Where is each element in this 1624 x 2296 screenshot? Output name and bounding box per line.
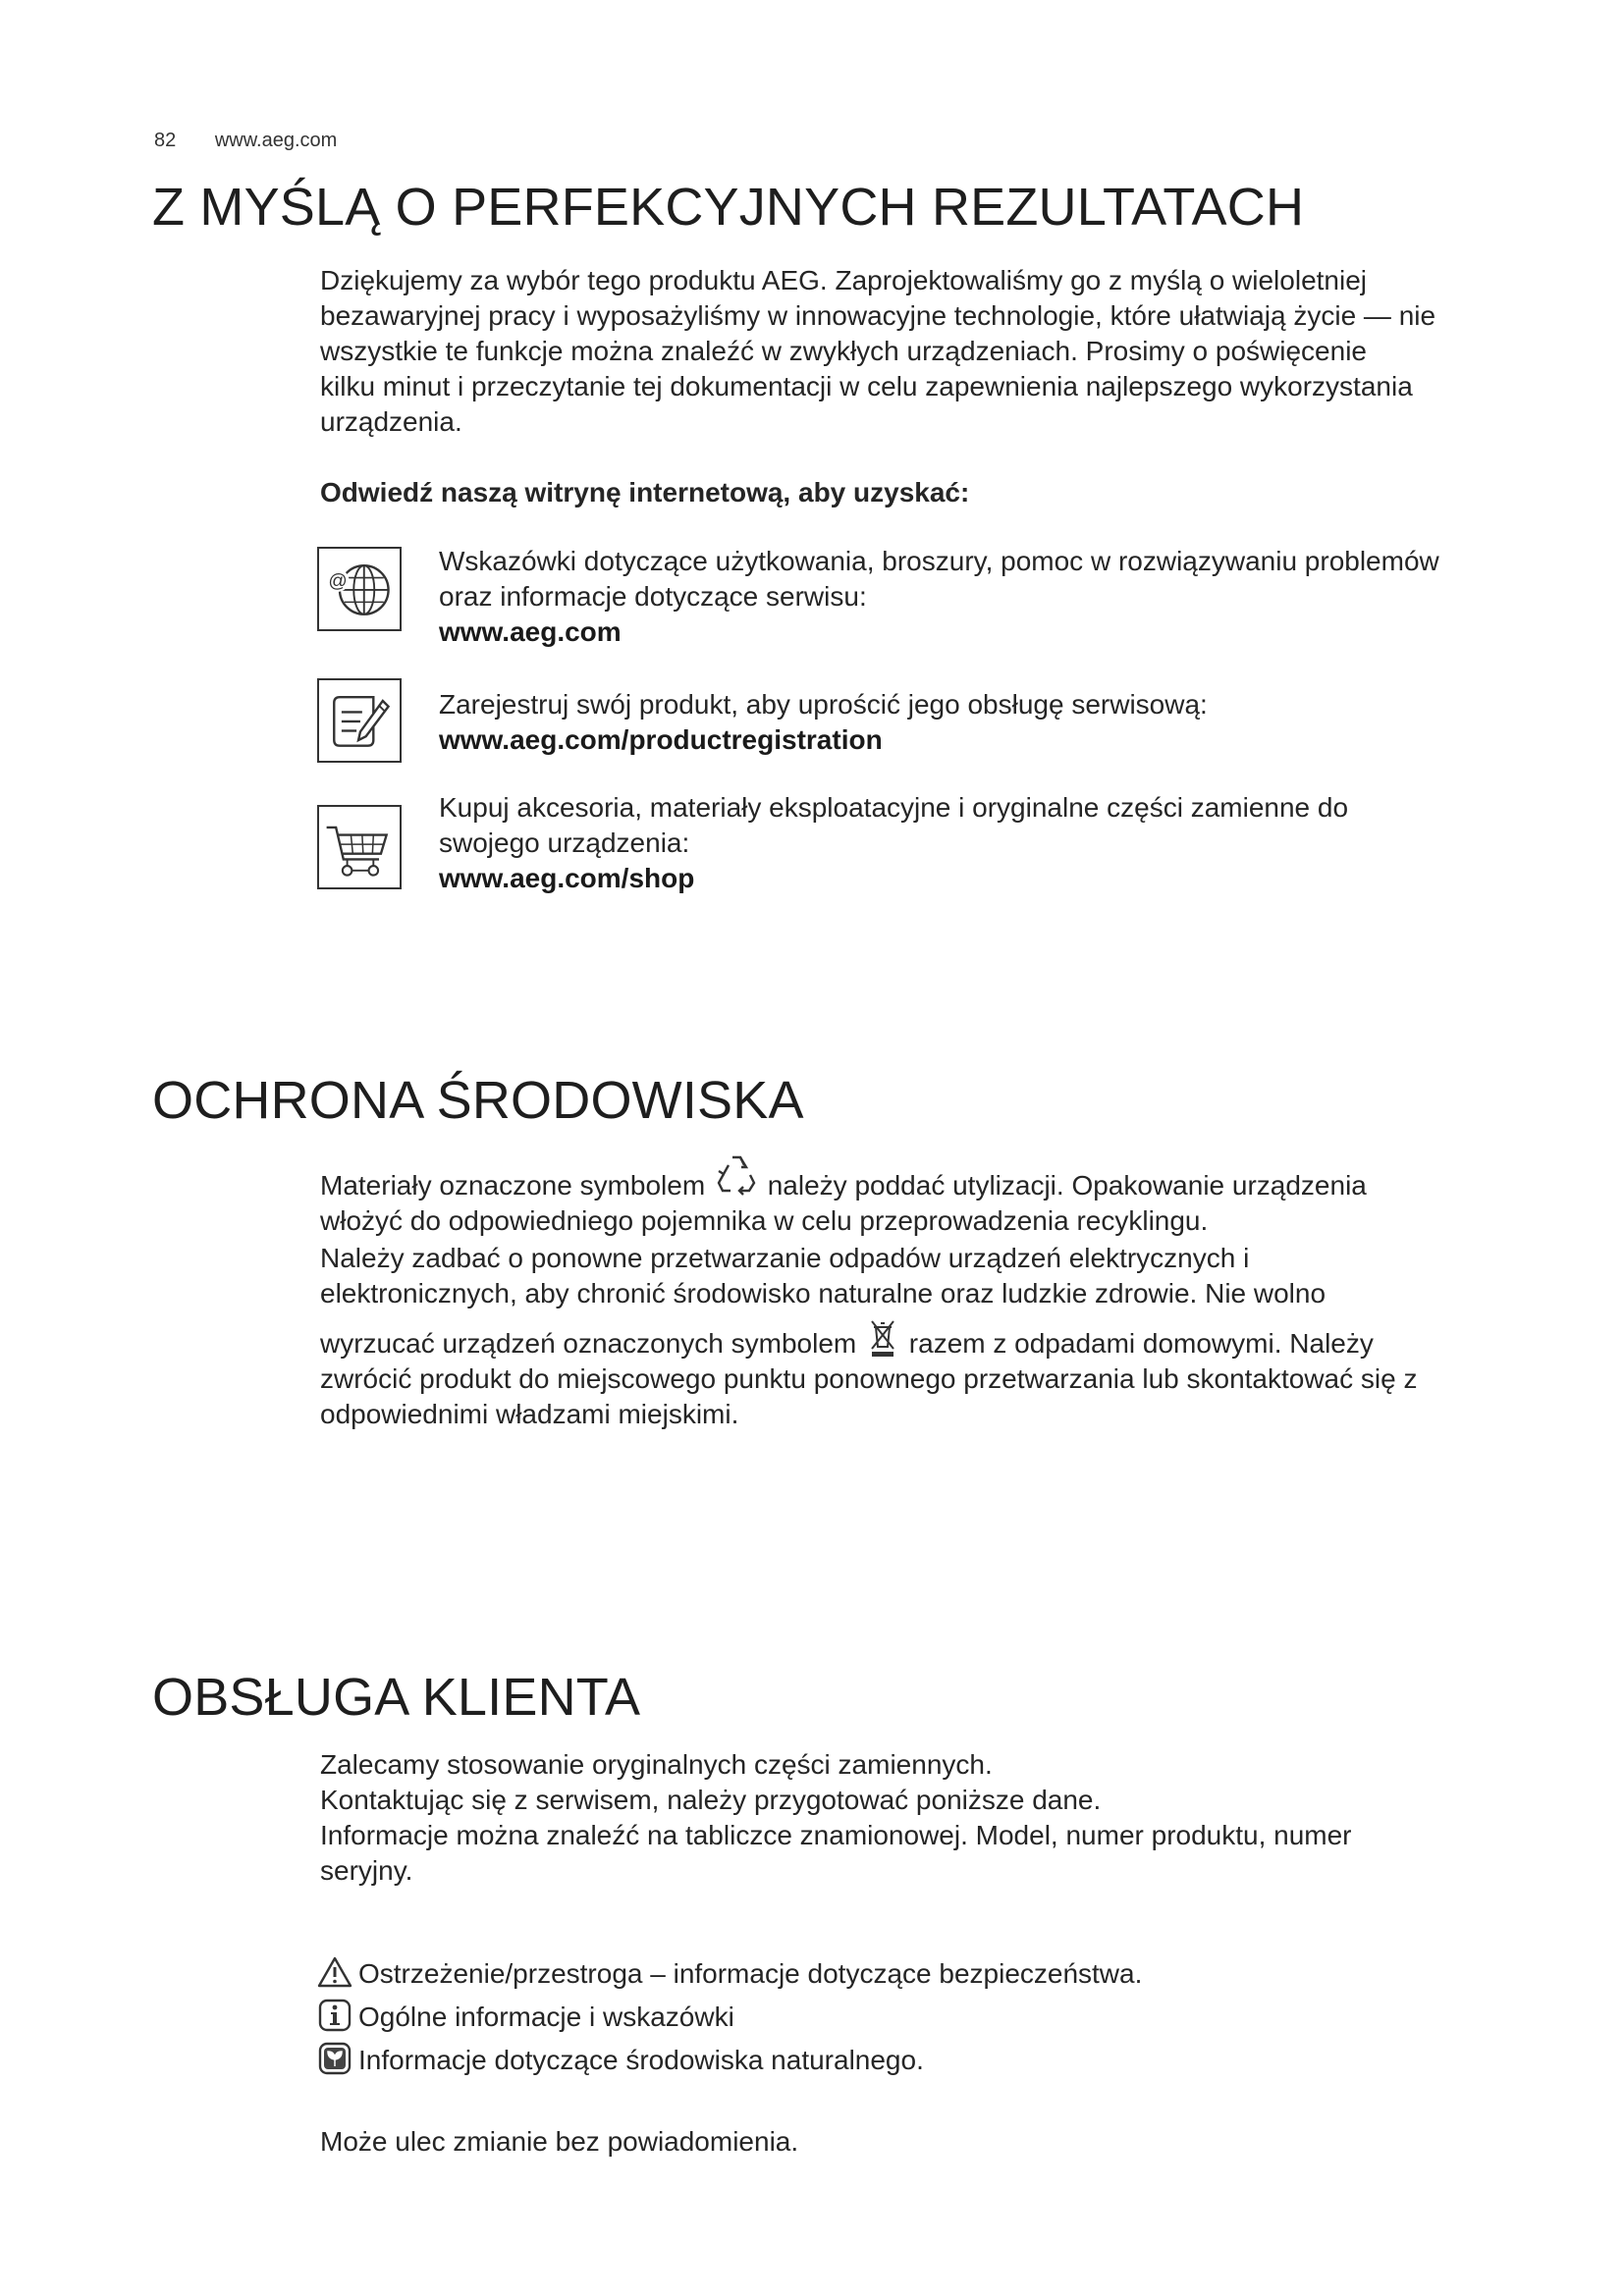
intro-line: Dziękujemy za wybór tego produktu AEG. Zaprojektowaliśmy go z myślą o wieloletniej: [320, 265, 1368, 295]
section-title-environment: OCHRONA ŚRODOWISKA: [152, 1071, 804, 1130]
warning-triangle-icon: [317, 1955, 352, 1989]
environment-paragraph: [320, 1153, 1557, 1432]
legend-info: [317, 1999, 734, 2035]
recycle-icon: [717, 1153, 756, 1199]
change-notice: Może ulec zmianie bez powiadomienia.: [320, 2126, 799, 2157]
customer-service-paragraph: [320, 1747, 1557, 1889]
legend-label: Ogólne informacje i wskazówki: [358, 2002, 734, 2032]
service-item-shop: [439, 790, 1539, 896]
service-item-guidance: [439, 544, 1539, 650]
intro-paragraph: [320, 263, 1557, 440]
environment-text: razem z odpadami domowymi. Należy: [908, 1328, 1374, 1359]
environment-text: należy poddać utylizacji. Opakowanie urządzenia: [767, 1170, 1367, 1201]
info-icon: [317, 1999, 352, 2032]
intro-line: kilku minut i przeczytanie tej dokumentacji w celu zapewnienia najlepszego wykorzystania: [320, 371, 1413, 401]
section-title-perfect-results: Z MYŚLĄ O PERFEKCYJNYCH REZULTATACH: [152, 178, 1305, 237]
header-website: www.aeg.com: [214, 130, 338, 151]
registration-form-icon: [317, 678, 402, 763]
section-title-customer-service: OBSŁUGA KLIENTA: [152, 1668, 641, 1727]
intro-line: urządzenia.: [320, 406, 462, 437]
page-number: 82: [154, 130, 177, 151]
service-text: Zarejestruj swój produkt, aby uprościć jego obsługę serwisową:: [439, 689, 1208, 720]
service-item-registration: [439, 687, 1539, 758]
environment-line: zwrócić produkt do miejscowego punktu ponownego przetwarzania lub skontaktować się z: [320, 1363, 1418, 1394]
legend-environment: [317, 2042, 924, 2078]
page-header: [154, 130, 337, 152]
customer-service-line: Kontaktując się z serwisem, należy przygotować poniższe dane.: [320, 1785, 1102, 1815]
shopping-cart-icon: [317, 805, 402, 889]
link-product-registration[interactable]: www.aeg.com/productregistration: [439, 724, 883, 755]
legend-label: Informacje dotyczące środowiska naturalnego.: [358, 2045, 924, 2075]
crossed-bin-icon: [868, 1317, 897, 1359]
link-aeg-com[interactable]: www.aeg.com: [439, 616, 622, 647]
environment-line: włożyć do odpowiedniego pojemnika w celu przeprowadzenia recyklingu.: [320, 1205, 1209, 1236]
intro-line: wszystkie te funkcje można znaleźć w zwykłych urządzeniach. Prosimy o poświęcenie: [320, 336, 1367, 366]
environment-line: [320, 1317, 1557, 1362]
environment-text: Materiały oznaczone symbolem: [320, 1170, 706, 1201]
customer-service-line: seryjny.: [320, 1855, 413, 1886]
service-text: Wskazówki dotyczące użytkowania, broszury, pomoc w rozwiązywaniu problemów: [439, 546, 1439, 576]
visit-website-heading: Odwiedź naszą witrynę internetową, aby uzyskać:: [320, 477, 970, 507]
customer-service-line: Informacje można znaleźć na tabliczce znamionowej. Model, numer produktu, numer: [320, 1820, 1352, 1850]
environment-line: [320, 1153, 1557, 1203]
service-text: oraz informacje dotyczące serwisu:: [439, 581, 867, 612]
legend-warning: [317, 1955, 1142, 1992]
svg-text:@: @: [328, 571, 348, 593]
customer-service-line: Zalecamy stosowanie oryginalnych części zamiennych.: [320, 1749, 993, 1780]
environment-line: elektronicznych, aby chronić środowisko naturalne oraz ludzkie zdrowie. Nie wolno: [320, 1278, 1326, 1308]
environment-line: odpowiednimi władzami miejskimi.: [320, 1399, 739, 1429]
intro-line: bezawaryjnej pracy i wyposażyliśmy w innowacyjne technologie, które ułatwiają życie — nie: [320, 300, 1436, 331]
service-text: Kupuj akcesoria, materiały eksploatacyjne i oryginalne części zamienne do: [439, 792, 1349, 823]
environment-text: wyrzucać urządzeń oznaczonych symbolem: [320, 1328, 857, 1359]
environment-icon: [317, 2042, 352, 2075]
service-text: swojego urządzenia:: [439, 828, 690, 858]
globe-at-icon: [317, 547, 402, 631]
legend-label: Ostrzeżenie/przestroga – informacje dotyczące bezpieczeństwa.: [358, 1958, 1143, 1989]
link-aeg-shop[interactable]: www.aeg.com/shop: [439, 863, 695, 893]
environment-line: Należy zadbać o ponowne przetwarzanie odpadów urządzeń elektrycznych i: [320, 1243, 1250, 1273]
